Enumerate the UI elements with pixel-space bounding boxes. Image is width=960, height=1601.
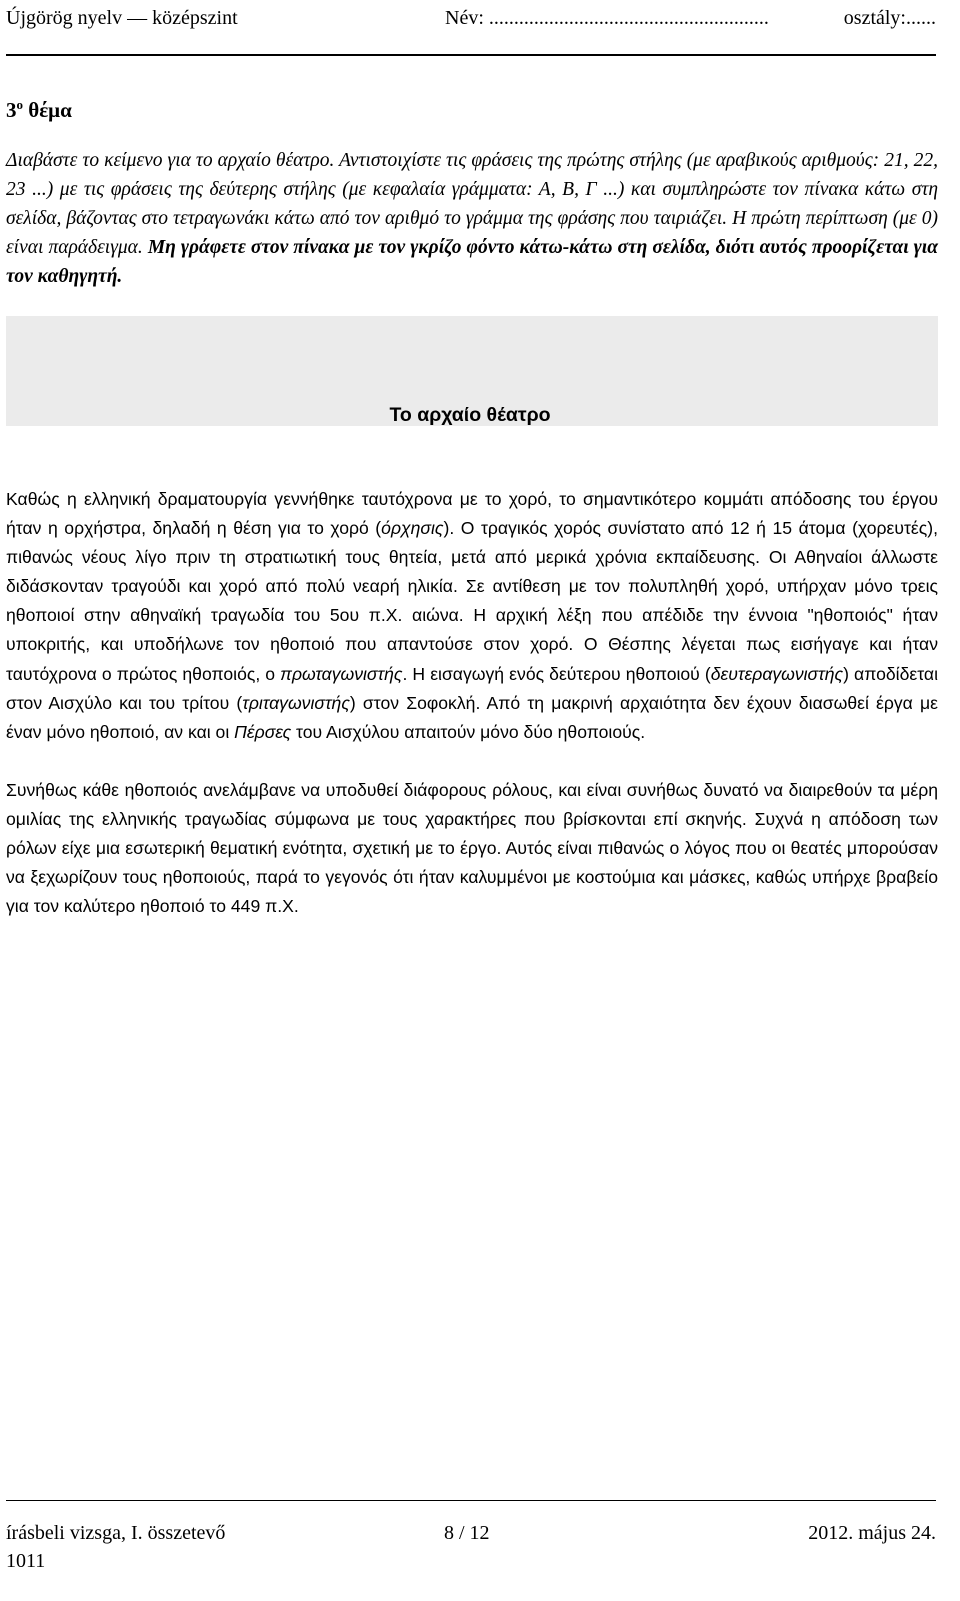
footer-exam: írásbeli vizsga, I. összetevő bbox=[6, 1522, 226, 1544]
task-instructions bbox=[6, 146, 938, 291]
p1-part-c: . Η εισαγωγή ενός δεύτερου ηθοποιού ( bbox=[402, 663, 711, 684]
p1-part-a: Καθώς η ελληνική δραματουργία γεννήθηκε ταυτόχρονα με το χορό, το σημαντικότερο κομμάτι απόδοσης του έργου ήταν η ορχήστρα, δηλαδή η θέση για το χορό ( bbox=[6, 489, 938, 539]
p1-term-tritagonist: τριταγωνιστής bbox=[242, 692, 350, 713]
p1-term-orchesis: όρχησις bbox=[381, 518, 444, 539]
footer-date: 2012. május 24. bbox=[808, 1522, 936, 1544]
passage-paragraph-2: Συνήθως κάθε ηθοποιός ανελάμβανε να υποδυθεί διάφορους ρόλους, και είναι συνήθως δυνατό να διαιρεθούν τα μέρη ομιλίας της ελληνικής τραγωδίας σύμφωνα με τους χαρακτήρες που βρίσκονται επί σκηνής. Συχνά η απόδοση των ρόλων είχε μια εσωτερική θεματική ενότητα, σχετική με το έργο. Αυτός είναι πιθανώς ο λόγος που οι θεατές μπορούσαν να ξεχωρίζουν τους ηθοποιούς, παρά το γεγονός ότι ήταν καλυμμένοι με κοστούμια και μάσκες, καθώς υπήρχε βραβείο για τον καλύτερο ηθοποιό το 449 π.Χ. bbox=[6, 779, 938, 917]
passage-paragraph-1 bbox=[6, 485, 938, 747]
header-divider bbox=[6, 54, 936, 56]
footer-divider bbox=[6, 1500, 936, 1501]
p1-part-d: ) αποδίδεται στον Αισχύλο και του τρίτου ( bbox=[6, 663, 938, 713]
header-class-field: osztály:...... bbox=[843, 7, 936, 29]
p1-part-f: του Αισχύλου απαιτούν μόνο δύο ηθοποιούς. bbox=[291, 721, 646, 742]
header-subject: Újgörög nyelv — középszint bbox=[6, 7, 238, 29]
p1-part-e: ) στον Σοφοκλή. Από τη μακρινή αρχαιότητα δεν έχουν διασωθεί έργα με έναν μόνο ηθοποιό, αν και οι bbox=[6, 692, 938, 742]
p1-part-b: ). Ο τραγικός χορός συνίστατο από 12 ή 15 άτομα (χορευτές), πιθανώς νέους λίγο πριν τη στρατιωτική τους θητεία, μετά από μερικά χρόνια εκπαίδευσης. Οι Αθηναίοι άλλωστε διδάσκονταν τραγούδι και χορό από πολύ νεαρή ηλικία. Σε αντίθεση με τον πολυπληθή χορό, υπήρχαν μόνο τρεις ηθοποιοί στην αθηναϊκή τραγωδία του 5ου π.Χ. αιώνα. Η αρχική λέξη που απέδιδε την έννοια "ηθοποιός" ήταν υποκριτής, και υποδήλωνε τον ηθοποιό που απαντούσε στον χορό. Ο Θέσπης λέγεται πως εισήγαγε και ήταν ταυτόχρονα ο πρώτος ηθοποιός, ο bbox=[6, 518, 938, 684]
reading-passage bbox=[6, 485, 938, 921]
instructions-text: Διαβάστε το κείμενο για το αρχαίο θέατρο. Αντιστοιχίστε τις φράσεις της πρώτης στήλης (με αραβικούς αριθμούς: 21, 22, 23 ...) με τις φράσεις της δεύτερης στήλης (με κεφαλαία γράμματα: Α, Β, Γ ...) και συμπληρώστε τον πίνακα κάτω στη σελίδα, βάζοντας στο τετραγωνάκι κάτω από τον αριθμό το γράμμα της φράσης που ταιριάζει. Η πρώτη περίπτωση (με 0) είναι παράδειγμα. bbox=[6, 150, 938, 258]
footer-code: 1011 bbox=[6, 1550, 46, 1572]
p1-term-persians: Πέρσες bbox=[234, 721, 292, 742]
instructions-warning: Μη γράφετε στον πίνακα με τον γκρίζο φόντο κάτω-κάτω στη σελίδα, διότι αυτός προορίζεται για τον καθηγητή. bbox=[6, 237, 938, 287]
page-header bbox=[6, 6, 936, 36]
task-number-ordinal: ο bbox=[16, 97, 23, 112]
p1-term-deuteragonist: δευτεραγωνιστής bbox=[710, 663, 844, 684]
p1-term-protagonist: πρωταγωνιστής bbox=[280, 663, 403, 684]
footer-page-number: 8 / 12 bbox=[444, 1522, 490, 1544]
task-title bbox=[6, 92, 72, 123]
task-number: 3 bbox=[6, 98, 17, 122]
passage-title: Το αρχαίο θέατρο bbox=[389, 404, 551, 426]
header-name-field: Név: ........................................................ bbox=[445, 7, 769, 29]
task-label: θέμα bbox=[28, 98, 72, 122]
